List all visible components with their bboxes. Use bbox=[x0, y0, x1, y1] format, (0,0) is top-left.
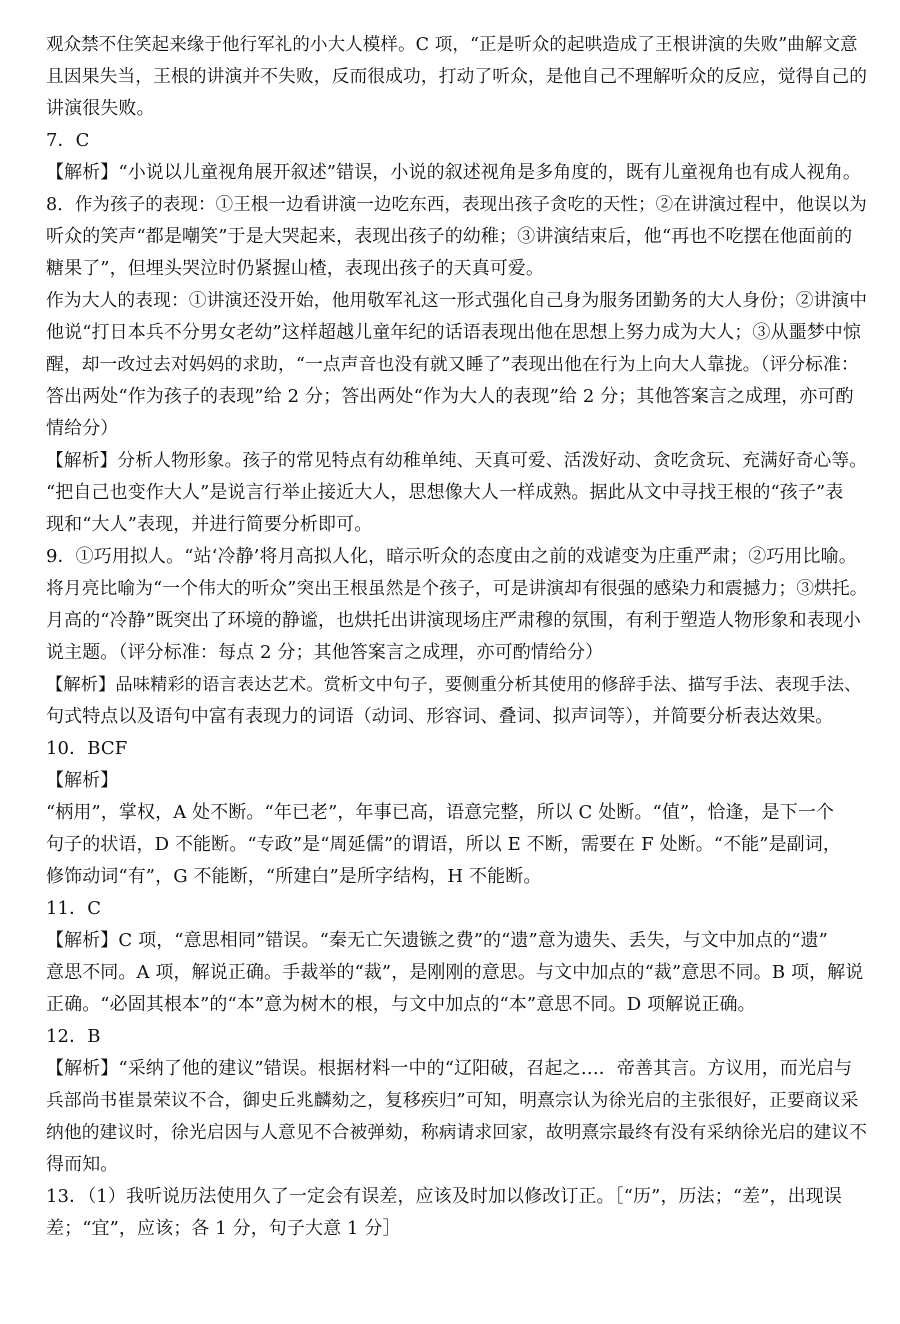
question-number-7: 7．C bbox=[46, 130, 90, 151]
text-line: 意思不同。A 项，解说正确。手裁举的“裁”，是刚刚的意思。与文中加点的“裁”意思不同。B 项，解说 bbox=[46, 962, 864, 983]
text-line: 糖果了”，但埋头哭泣时仍紧握山楂，表现出孩子的天真可爱。 bbox=[46, 258, 544, 279]
text-line: 讲演很失败。 bbox=[46, 98, 155, 119]
text-line: 且因果失当，王根的讲演并不失败，反而很成功，打动了听众，是他自己不理解听众的反应，觉得自己的 bbox=[46, 67, 868, 87]
text-line: 答出两处“作为孩子的表现”给 2 分；答出两处“作为大人的表现”给 2 分；其他答案言之成理，亦可酌 bbox=[46, 386, 854, 407]
text-line: 【解析】分析人物形象。孩子的常见特点有幼稚单纯、天真可爱、活泼好动、贪吃贪玩、充满好奇心等。 bbox=[46, 451, 868, 471]
question-number-10: 10．BCF bbox=[46, 738, 128, 759]
text-line: 差；“宜”，应该；各 1 分，句子大意 1 分］ bbox=[46, 1218, 401, 1239]
question-number-11: 11．C bbox=[46, 898, 102, 919]
text-line: 修饰动词“有”，G 不能断，“所建白”是所字结构，H 不能断。 bbox=[46, 866, 542, 887]
text-line: 纳他的建议时，徐光启因与人意见不合被弹劾，称病请求回家，故明熹宗最终有没有采纳徐光启的建议不 bbox=[46, 1123, 868, 1143]
text-line: “把自己也变作大人”是说言行举止接近大人，思想像大人一样成熟。据此从文中寻找王根的“孩子”表 bbox=[46, 482, 844, 503]
text-line: 句子的状语，D 不能断。“专政”是“周延儒”的谓语，所以 E 不断，需要在 F 处断。“不能”是副词， bbox=[46, 834, 841, 855]
text-line: 作为大人的表现：①讲演还没开始，他用敬军礼这一形式强化自己身为服务团勤务的大人身份；②讲演中 bbox=[46, 291, 868, 311]
text-line: 【解析】 bbox=[46, 770, 119, 791]
text-line: 观众禁不住笑起来缘于他行军礼的小大人模样。C 项，“正是听众的起哄造成了王根讲演的失败”曲解文意 bbox=[46, 35, 858, 55]
text-line: 正确。“必固其根本”的“本”意为树木的根，与文中加点的“本”意思不同。D 项解说正确。 bbox=[46, 994, 756, 1015]
text-line: 得而知。 bbox=[46, 1154, 119, 1175]
text-line: “柄用”，掌权，A 处不断。“年已老”，年事已高，语意完整，所以 C 处断。“值”，恰逢，是下一个 bbox=[46, 802, 835, 823]
text-line: 【解析】“采纳了他的建议”错误。根据材料一中的“辽阳破，召起之…．帝善其言。方议用，而光启与 bbox=[46, 1058, 853, 1079]
text-line: 月高的“冷静”既突出了环境的静谧，也烘托出讲演现场庄严肃穆的氛围，有利于塑造人物形象和表现小 bbox=[46, 610, 861, 631]
text-line: 将月亮比喻为“一个伟大的听众”突出王根虽然是个孩子，可是讲演却有很强的感染力和震撼力；③烘托。 bbox=[46, 579, 868, 599]
text-line: 兵部尚书崔景荣议不合，御史丘兆麟劾之，复移疾归”可知，明熹宗认为徐光启的主张很好，正要商议采 bbox=[46, 1091, 859, 1111]
question-number-13: 13．（1）我听说历法使用久了一定会有误差，应该及时加以修改订正。［“历”，历法；“差”，出现误 bbox=[46, 1186, 842, 1207]
question-number-9: 9．①巧用拟人。“站‘冷静’将月高拟人化，暗示听众的态度由之前的戏谑变为庄重严肃；②巧用比喻。 bbox=[46, 546, 857, 567]
text-line: 【解析】品味精彩的语言表达艺术。赏析文中句子，要侧重分析其使用的修辞手法、描写手法、表现手法、 bbox=[46, 675, 862, 695]
text-line: 说主题。（评分标准：每点 2 分；其他答案言之成理，亦可酌情给分） bbox=[46, 642, 604, 663]
text-line: 【解析】C 项，“意思相同”错误。“秦无亡矢遗镞之费”的“遗”意为遗失、丢失，与文中加点的“遗” bbox=[46, 930, 828, 951]
text-line: 他说“打日本兵不分男女老幼”这样超越儿童年纪的话语表现出他在思想上努力成为大人；③从噩梦中惊 bbox=[46, 322, 861, 343]
text-line: 句式特点以及语句中富有表现力的词语（动词、形容词、叠词、拟声词等），并简要分析表达效果。 bbox=[46, 706, 834, 727]
question-number-8: 8．作为孩子的表现：①王根一边看讲演一边吃东西，表现出孩子贪吃的天性；②在讲演过程中，他误以为 bbox=[46, 195, 867, 215]
text-line: 情给分） bbox=[46, 418, 119, 439]
text-line: 听众的笑声“都是嘲笑”于是大哭起来，表现出孩子的幼稚；③讲演结束后，他“再也不吃摆在他面前的 bbox=[46, 226, 853, 247]
text-line: 醒，却一改过去对妈妈的求助，“一点声音也没有就又睡了”表现出他在行为上向大人靠拢。（评分标准： bbox=[46, 355, 859, 375]
question-number-12: 12．B bbox=[46, 1026, 101, 1047]
text-line: 【解析】“小说以儿童视角展开叙述”错误，小说的叙述视角是多角度的，既有儿童视角也有成人视角。 bbox=[46, 162, 861, 183]
text-line: 现和“大人”表现，并进行简要分析即可。 bbox=[46, 514, 373, 535]
